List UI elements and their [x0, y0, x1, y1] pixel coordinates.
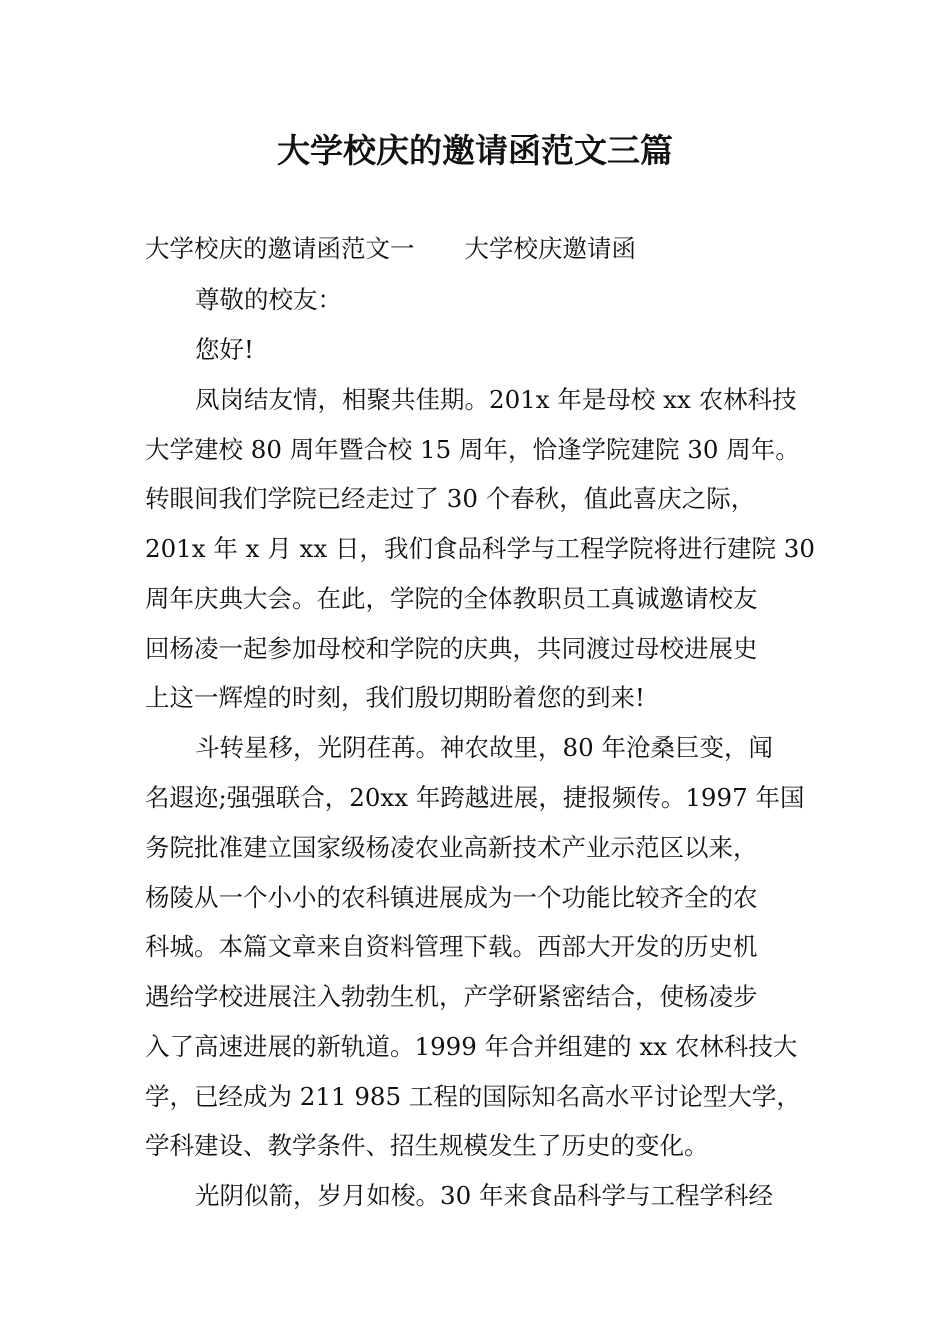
paragraph-1-line-2: 大学建校 80 周年暨合校 15 周年，恰逢学院建院 30 周年。 — [145, 435, 800, 464]
subheading — [145, 231, 636, 267]
salutation: 尊敬的校友： — [195, 285, 342, 314]
paragraph-2-line-1: 斗转星移，光阴荏苒。神农故里，80 年沧桑巨变，闻 — [195, 733, 773, 762]
paragraph-2-line-9: 学科建设、教学条件、招生规模发生了历史的变化。 — [145, 1131, 709, 1160]
paragraph-2-line-7: 入了高速进展的新轨道。1999 年合并组建的 xx 农林科技大 — [145, 1032, 798, 1061]
paragraph-1-line-5: 周年庆典大会。在此，学院的全体教职员工真诚邀请校友 — [145, 584, 758, 613]
paragraph-2-line-8: 学，已经成为 211 985 工程的国际知名高水平讨论型大学， — [145, 1082, 801, 1111]
paragraph-1-line-4: 201x 年 x 月 xx 日，我们食品科学与工程学院将进行建院 30 — [145, 534, 815, 563]
paragraph-2-line-5: 科城。本篇文章来自资料管理下载。西部大开发的历史机 — [145, 932, 758, 961]
greeting: 您好! — [195, 335, 254, 364]
subheading-main: 大学校庆的邀请函范文一 — [145, 234, 415, 263]
paragraph-3-line-1: 光阴似箭，岁月如梭。30 年来食品科学与工程学科经 — [195, 1181, 773, 1210]
subheading-secondary: 大学校庆邀请函 — [464, 234, 636, 263]
paragraph-2-line-4: 杨陵从一个小小的农科镇进展成为一个功能比较齐全的农 — [145, 883, 758, 912]
document-title: 大学校庆的邀请函范文三篇 — [277, 131, 673, 170]
paragraph-1-line-1: 凤岗结友情，相聚共佳期。201x 年是母校 xx 农林科技 — [195, 385, 797, 414]
paragraph-2-line-6: 遇给学校进展注入勃勃生机，产学研紧密结合，使杨凌步 — [145, 982, 758, 1011]
paragraph-1-line-7: 上这一辉煌的时刻，我们殷切期盼着您的到来! — [145, 683, 645, 712]
paragraph-1-line-6: 回杨凌一起参加母校和学院的庆典，共同渡过母校进展史 — [145, 634, 758, 663]
paragraph-1-line-3: 转眼间我们学院已经走过了 30 个春秋，值此喜庆之际， — [145, 484, 756, 513]
paragraph-2-line-2: 名遐迩;强强联合，20xx 年跨越进展，捷报频传。1997 年国 — [145, 783, 805, 812]
paragraph-2-line-3: 务院批准建立国家级杨凌农业高新技术产业示范区以来， — [145, 833, 758, 862]
